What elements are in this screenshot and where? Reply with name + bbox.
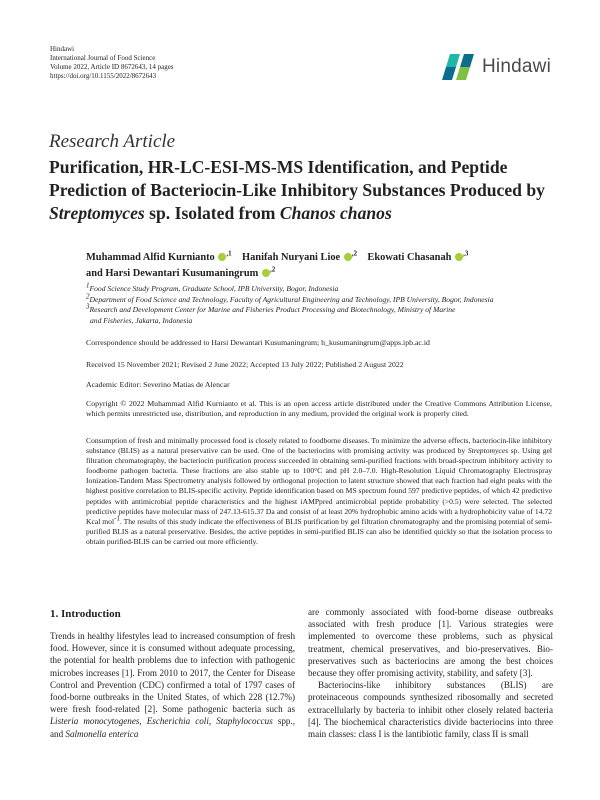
author-name: Hanifah Nuryani Lioe [242,252,341,263]
paragraph: are commonly associated with food-borne disease outbreaks associated with fresh produce [1]. Various strategies were implemented to overcome these problems, such as physical treatment, chemical preservatives, and bio-preservatives. Bio-preservatives such as bacteriocins are among the best choices because they offer promising activity, stability, and safety [3]. [308,607,553,679]
orcid-icon[interactable] [344,253,352,261]
author-name: Ekowati Chasanah [367,252,452,263]
logo-text: Hindawi [482,56,551,77]
affiliations [86,281,556,326]
author-name: Muhammad Alfid Kurnianto [86,252,215,263]
correspondence: Correspondence should be addressed to Harsi Dewantari Kusumaningrum; h_kusumaningrum@apps.ipb.ac.id [86,338,430,347]
author-list: Muhammad Alfid Kurnianto $^{,1}$ Hanifah Nuryani Lioe $^{,2}$ Ekowati Chasanah $^{,3}$ and Harsi Dewantari Kusumaningrum $^{,2}$ [86,249,469,279]
orcid-icon[interactable] [262,269,270,277]
hindawi-logo [442,50,552,84]
hindawi-logo-icon [442,50,478,84]
paragraph: Bacteriocins-like inhibitory substances (BLIS) are proteinaceous compounds synthesized ribosomally and secreted extracellularly by bacteria to inhibit other closely related bacteria [4]. The biochemical characteristics divide bacteriocins into three main classes: class I is the lantibiotic family, class II is small [308,680,553,740]
affiliation: 1Food Science Study Program, Graduate School, IPB University, Bogor, Indonesia [86,281,339,293]
doi-link[interactable]: https://doi.org/10.1155/2022/8672643 [50,72,157,80]
publisher: Hindawi [50,45,75,53]
section-heading: 1. Introduction [50,608,121,620]
abstract: Consumption of fresh and minimally processed food is closely related to foodborne diseases. To minimize the adverse effects, bacteriocin-like inhibitory substance (BLIS) as a natural preservative can be used. One of the bacteriocins with promising activity was produced by Streptomyces sp. Using gel filtration chromatography, the bacteriocin purification process succeeded in obtaining semi-purified fractions with broad-spectrum inhibitory activity to foodborne pathogen bacteria. These fractions are also stable up to 100°C and pH 2.0–7.0. High-Resolution Liquid Chromatography Electrospray Ionization-Tandem Mass Spectrometry analysis followed by orthogonal projection to latent structure showed that each fraction had eight peaks with the highest positive correlation to BLIS-specific activity. Peptide identification based on MS spectrum found 597 predictive peptides, of which 42 predictive peptides with antimicrobial peptide characteristics and the highest iAMPpred antimicrobial peptide probability (>0.5) were selected. The selected predictive peptides have molecular mass of 247.13-615.37 Da and consist of at least 20% hydrophobic amino acids with a hydrophobicity value of 14.72 Kcal mol-1. The results of this study indicate the effectiveness of BLIS purification by gel filtration chromatography and the promising potential of semi-purified BLIS as a natural preservative. Besides, the active peptides in semi-purified BLIS can also be identified quickly so that the isolation process to obtain purified-BLIS can be carried out more efficiently. [86,436,553,546]
copyright-notice: Copyright © 2022 Muhammad Alfid Kurnianto et al. This is an open access article distributed under the Creative Commons Attribution License, which permits unrestricted use, distribution, and reproduction in any medium, provided the original work is properly cited. [86,399,552,418]
publication-dates: Received 15 November 2021; Revised 2 June 2022; Accepted 13 July 2022; Published 2 August 2022 [86,360,404,369]
affiliation: 2Department of Food Science and Technology, Faculty of Agricultural Engineering and Technology, IPB University, Bogor, Indonesia [86,291,494,304]
title-line-2: Prediction of Bacteriocin-Like Inhibitory Substances Produced by [49,180,545,200]
title-line-1: Purification, HR-LC-ESI-MS-MS Identification, and Peptide [49,157,508,177]
title-line-3: Streptomyces sp. Isolated from Chanos chanos [49,203,392,223]
body-column-left: Trends in healthy lifestyles lead to increased consumption of fresh food. However, since it is consumed without adequate processing, the potential for health problems due to infection with pathogenic microbes increases [1]. From 2010 to 2017, the Center for Disease Control and Prevention (CDC) confirmed a total of 1797 cases of food-borne outbreaks in the United States, of which 228 (12.7%) were fresh food-related [2]. Some pathogenic bacteria such as Listeria monocytogenes, Escherichia coli, Staphylococcus spp., and Salmonella enterica [50,631,295,739]
journal-name: International Journal of Food Science [50,54,156,62]
journal-meta [50,45,174,81]
volume-info: Volume 2022, Article ID 8672643, 14 pages [50,63,174,71]
paper-title [49,156,559,225]
orcid-icon[interactable] [455,253,463,261]
academic-editor: Academic Editor: Severino Matias de Alencar [86,380,230,389]
affiliation: 3Research and Development Center for Marine and Fisheries Product Processing and Biotechnology, Ministry of Marine [86,302,456,314]
body-column-right [308,606,553,740]
article-type: Research Article [49,131,176,152]
affiliation: and Fisheries, Jakarta, Indonesia [90,315,193,325]
author-name: and Harsi Dewantari Kusumaningrum [86,268,259,279]
